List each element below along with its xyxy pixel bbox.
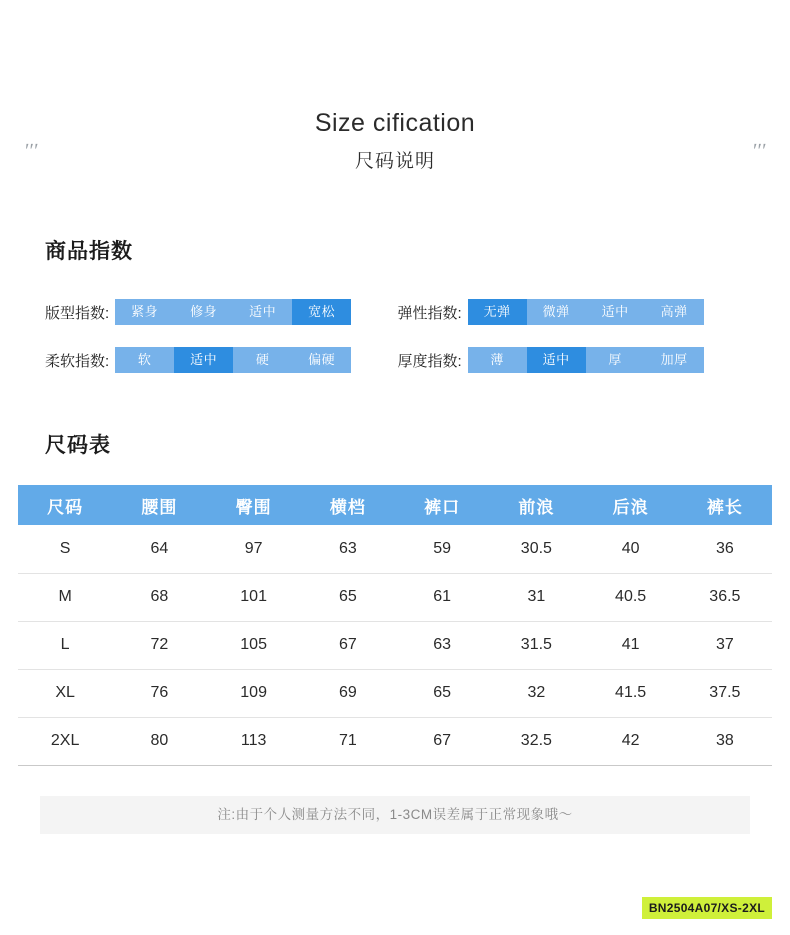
column-header-front-rise: 前浪 <box>489 485 583 525</box>
product-indices-block <box>0 299 790 373</box>
index-scale-thickness <box>468 347 704 373</box>
index-scale-elasticity <box>468 299 704 325</box>
index-option-fit-3: 宽松 <box>292 299 351 325</box>
index-scale-softness <box>115 347 351 373</box>
cell-back-rise: 40.5 <box>584 573 678 621</box>
index-option-elasticity-1: 微弹 <box>527 299 586 325</box>
cell-front-rise: 31.5 <box>489 621 583 669</box>
section-title-size-table: 尺码表 <box>45 434 111 457</box>
cell-size: M <box>18 573 112 621</box>
cell-size: 2XL <box>18 717 112 765</box>
cell-hip: 109 <box>207 669 301 717</box>
cell-thigh: 69 <box>301 669 395 717</box>
size-table-head <box>18 485 772 525</box>
cell-hip: 113 <box>207 717 301 765</box>
cell-back-rise: 41 <box>584 621 678 669</box>
index-option-softness-1: 适中 <box>174 347 233 373</box>
column-header-hip: 臀围 <box>207 485 301 525</box>
cell-leg-opening: 59 <box>395 525 489 573</box>
cell-leg-opening: 61 <box>395 573 489 621</box>
index-group-elasticity <box>398 299 751 325</box>
cell-thigh: 63 <box>301 525 395 573</box>
cell-waist: 80 <box>112 717 206 765</box>
cell-waist: 68 <box>112 573 206 621</box>
cell-size: L <box>18 621 112 669</box>
size-table-wrapper <box>18 485 772 766</box>
cell-back-rise: 42 <box>584 717 678 765</box>
cell-size: XL <box>18 669 112 717</box>
decorative-quote-right: ''' <box>749 140 769 162</box>
cell-length: 38 <box>678 717 772 765</box>
cell-length: 37 <box>678 621 772 669</box>
index-option-thickness-1: 适中 <box>527 347 586 373</box>
cell-length: 36 <box>678 525 772 573</box>
index-group-fit <box>45 299 398 325</box>
cell-front-rise: 32 <box>489 669 583 717</box>
table-row <box>18 717 772 765</box>
measurement-note: 注:由于个人测量方法不同，1-3CM误差属于正常现象哦～ <box>40 796 750 834</box>
cell-size: S <box>18 525 112 573</box>
column-header-size: 尺码 <box>18 485 112 525</box>
cell-waist: 72 <box>112 621 206 669</box>
cell-hip: 101 <box>207 573 301 621</box>
table-row <box>18 669 772 717</box>
index-option-thickness-0: 薄 <box>468 347 527 373</box>
cell-front-rise: 32.5 <box>489 717 583 765</box>
section-title-product-indices: 商品指数 <box>45 240 133 263</box>
table-header-row <box>18 485 772 525</box>
index-option-thickness-3: 加厚 <box>645 347 704 373</box>
table-row <box>18 573 772 621</box>
cell-back-rise: 41.5 <box>584 669 678 717</box>
size-table <box>18 485 772 766</box>
cell-front-rise: 31 <box>489 573 583 621</box>
index-group-thickness <box>398 347 751 373</box>
index-label-softness: 柔软指数: <box>45 352 110 370</box>
cell-waist: 64 <box>112 525 206 573</box>
size-table-body <box>18 525 772 765</box>
column-header-leg-opening: 裤口 <box>395 485 489 525</box>
index-option-fit-0: 紧身 <box>115 299 174 325</box>
cell-leg-opening: 65 <box>395 669 489 717</box>
cell-length: 37.5 <box>678 669 772 717</box>
cell-thigh: 67 <box>301 621 395 669</box>
cell-waist: 76 <box>112 669 206 717</box>
index-label-thickness: 厚度指数: <box>397 352 462 370</box>
index-option-elasticity-2: 适中 <box>586 299 645 325</box>
page-title-english: Size cification <box>314 109 476 137</box>
sku-badge: BN2504A07/XS-2XL <box>642 897 772 919</box>
cell-thigh: 71 <box>301 717 395 765</box>
table-row <box>18 621 772 669</box>
column-header-thigh: 横档 <box>301 485 395 525</box>
table-row <box>18 525 772 573</box>
cell-back-rise: 40 <box>584 525 678 573</box>
index-label-fit: 版型指数: <box>45 304 110 322</box>
cell-hip: 105 <box>207 621 301 669</box>
page-header <box>0 0 790 173</box>
decorative-quote-left: ''' <box>21 140 41 162</box>
index-option-fit-1: 修身 <box>174 299 233 325</box>
column-header-waist: 腰围 <box>112 485 206 525</box>
index-option-softness-2: 硬 <box>233 347 292 373</box>
index-option-elasticity-3: 高弹 <box>645 299 704 325</box>
column-header-back-rise: 后浪 <box>584 485 678 525</box>
indices-row <box>45 299 750 325</box>
index-scale-fit <box>115 299 351 325</box>
page-title-chinese: 尺码说明 <box>354 151 435 172</box>
column-header-length: 裤长 <box>678 485 772 525</box>
cell-thigh: 65 <box>301 573 395 621</box>
cell-leg-opening: 63 <box>395 621 489 669</box>
cell-leg-opening: 67 <box>395 717 489 765</box>
index-option-thickness-2: 厚 <box>586 347 645 373</box>
index-label-elasticity: 弹性指数: <box>397 304 462 322</box>
cell-length: 36.5 <box>678 573 772 621</box>
indices-row <box>45 347 750 373</box>
index-option-softness-0: 软 <box>115 347 174 373</box>
cell-hip: 97 <box>207 525 301 573</box>
cell-front-rise: 30.5 <box>489 525 583 573</box>
index-option-fit-2: 适中 <box>233 299 292 325</box>
index-option-elasticity-0: 无弹 <box>468 299 527 325</box>
index-option-softness-3: 偏硬 <box>292 347 351 373</box>
index-group-softness <box>45 347 398 373</box>
